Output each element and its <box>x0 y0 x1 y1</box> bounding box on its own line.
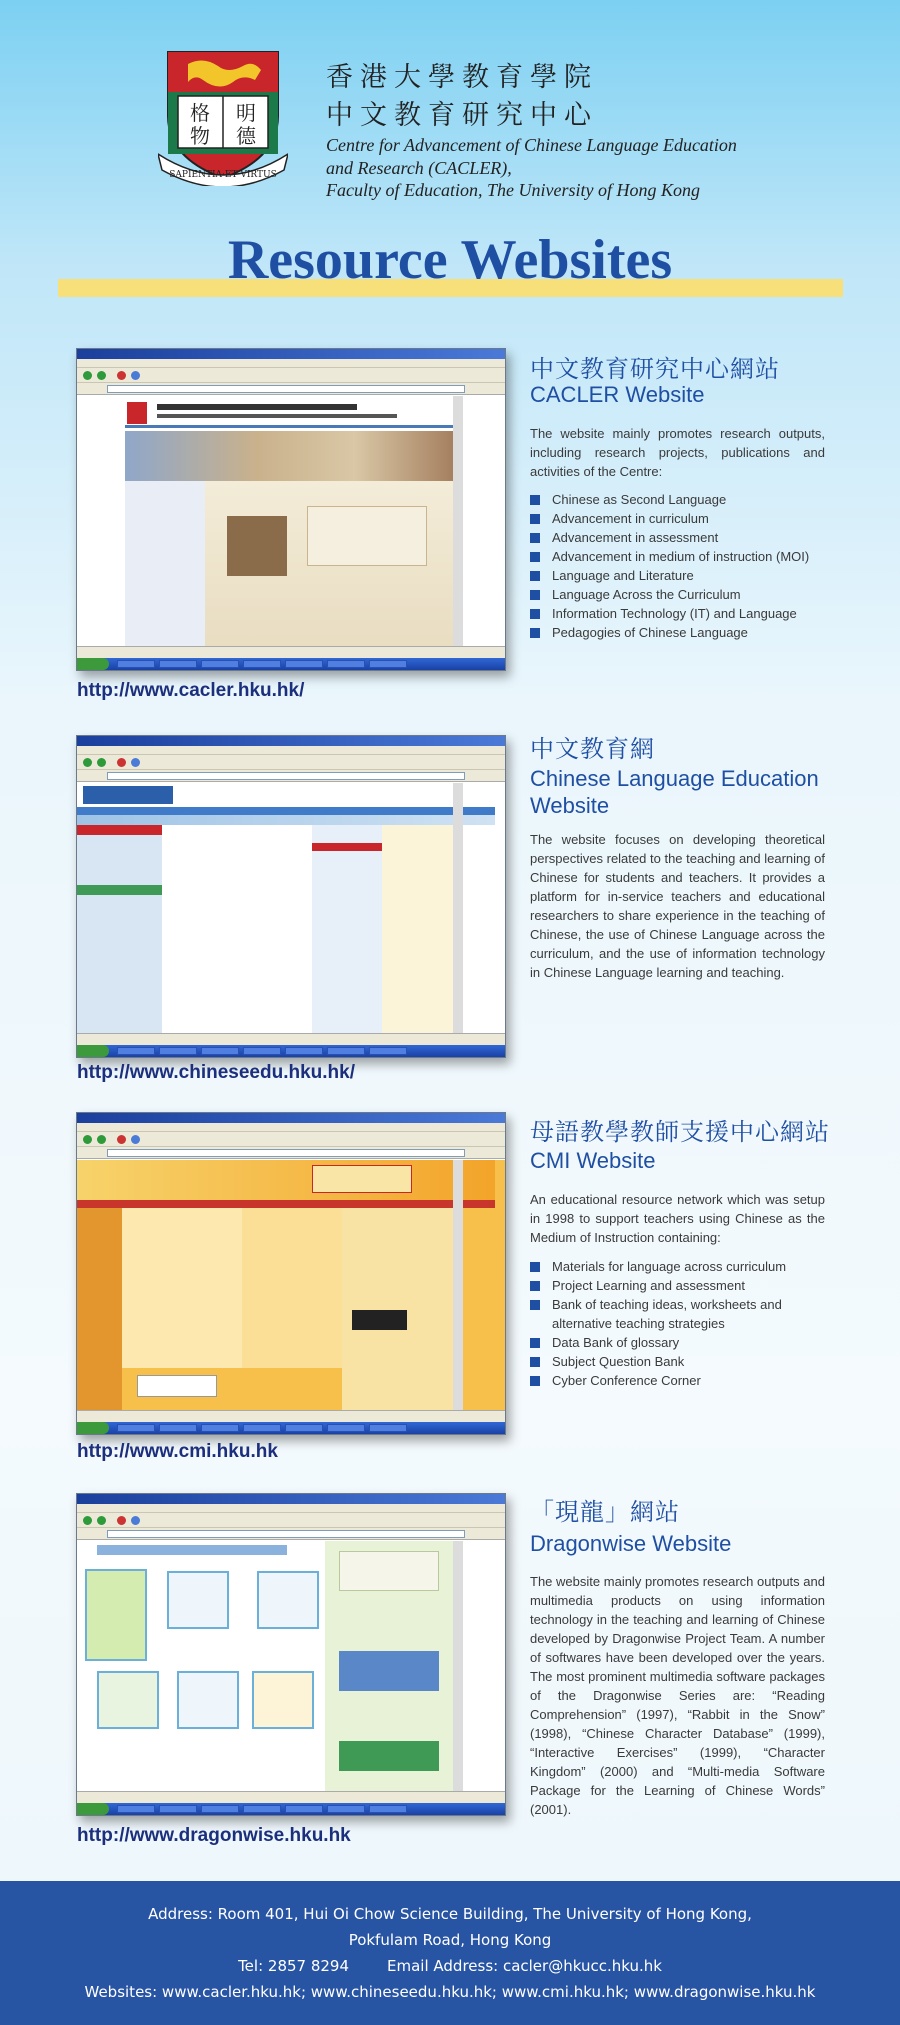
crest-char-2: 明 <box>236 101 256 125</box>
crest-char-1: 格 <box>190 101 210 125</box>
list-item: Cyber Conference Corner <box>530 1371 840 1390</box>
section-title-en: CMI Website <box>530 1148 656 1173</box>
footer-email[interactable]: Email Address: cacler@hkucc.hku.hk <box>387 1957 662 1975</box>
cacler-url-link[interactable]: http://www.cacler.hku.hk/ <box>77 680 305 701</box>
cacler-website-screenshot <box>76 348 506 671</box>
crest-char-3: 物 <box>190 124 210 148</box>
org-name-cn-line2: 中文教育研究中心 <box>326 100 598 131</box>
section-description: An educational resource network which was setup in 1998 to support teachers using Chinese as the Medium of Instruction containing: <box>530 1192 825 1245</box>
section-description: The website focuses on developing theoretical perspectives related to the teaching and learning of Chinese for students and teachers. It provides a platform for in-service teachers and educational researchers to share experience in the teaching of Chinese, the use of Chinese Language across the curriculum, and the use of information technology in Chinese Language learning and teaching. <box>530 832 825 980</box>
list-item: Language and Literature <box>530 566 840 585</box>
section-description: The website mainly promotes research outputs and multimedia products on using information technology in the teaching and learning of Chinese developed by Dragonwise Project Team. A number of softwares have been developed over the years. The most prominent multimedia software packages of the Dragonwise Series are: “Reading Comprehension” (1997), “Rabbit in the Snow” (1998), “Chinese Character Database” (1999), “Interactive Exercises” (1999), “Character Kingdom” (2000) and “Multi-media Software Package for the Learning of Chinese Words” (2001). <box>530 1574 825 1817</box>
footer-contact-line <box>0 1953 900 1979</box>
list-item: Subject Question Bank <box>530 1352 840 1371</box>
chineseedu-website-screenshot <box>76 735 506 1058</box>
list-item: Advancement in medium of instruction (MOI) <box>530 547 840 566</box>
footer-websites[interactable]: Websites: www.cacler.hku.hk; www.chineseedu.hku.hk; www.cmi.hku.hk; www.dragonwise.hku.hk <box>84 1983 816 2001</box>
list-item: Pedagogies of Chinese Language <box>530 623 840 642</box>
footer-tel: Tel: 2857 8294 <box>238 1957 350 1975</box>
section-description: The website mainly promotes research outputs, including research projects, publications and activities of the Centre: <box>530 426 825 479</box>
org-name-en-line3: Faculty of Education, The University of Hong Kong <box>326 180 700 200</box>
dragonwise-website-screenshot <box>76 1493 506 1816</box>
header <box>0 0 900 215</box>
org-name-cn-line1: 香港大學教育學院 <box>326 62 598 93</box>
section-title-cn: 母語教學教師支援中心網站 <box>530 1118 830 1146</box>
chineseedu-url-link[interactable]: http://www.chineseedu.hku.hk/ <box>77 1062 355 1083</box>
list-item: Bank of teaching ideas, worksheets and alternative teaching strategies <box>530 1295 840 1333</box>
list-item: Project Learning and assessment <box>530 1276 840 1295</box>
dragonwise-url-link[interactable]: http://www.dragonwise.hku.hk <box>77 1825 351 1846</box>
list-item: Data Bank of glossary <box>530 1333 840 1352</box>
list-item: Language Across the Curriculum <box>530 585 840 604</box>
feature-list <box>530 490 840 642</box>
section-title-cn: 中文教育研究中心網站 <box>530 355 780 383</box>
list-item: Materials for language across curriculum <box>530 1257 840 1276</box>
list-item: Chinese as Second Language <box>530 490 840 509</box>
footer-address-line1: Address: Room 401, Hui Oi Chow Science Building, The University of Hong Kong, <box>148 1905 752 1923</box>
section-title-cn: 中文教育網 <box>530 735 655 763</box>
section-title-cn: 「現龍」網站 <box>530 1498 680 1526</box>
org-name-en-line1: Centre for Advancement of Chinese Language Education <box>326 135 737 155</box>
page-title: Resource Websites <box>227 229 673 291</box>
cmi-website-screenshot <box>76 1112 506 1435</box>
crest-char-4: 德 <box>236 124 256 148</box>
list-item: Advancement in assessment <box>530 528 840 547</box>
section-title-en: Dragonwise Website <box>530 1531 732 1556</box>
feature-list <box>530 1257 840 1390</box>
footer-contact <box>0 1881 900 2025</box>
crest-motto: SAPIENTIA·ET·VIRTUS <box>169 170 277 180</box>
hku-crest-logo <box>158 46 288 186</box>
section-title-en: Chinese Language Education Website <box>530 766 819 818</box>
footer-address-line2: Pokfulam Road, Hong Kong <box>348 1931 552 1949</box>
section-title-en: CACLER Website <box>530 382 705 407</box>
org-name-en-line2: and Research (CACLER), <box>326 158 512 178</box>
list-item: Advancement in curriculum <box>530 509 840 528</box>
cmi-url-link[interactable]: http://www.cmi.hku.hk <box>77 1441 278 1462</box>
list-item: Information Technology (IT) and Language <box>530 604 840 623</box>
